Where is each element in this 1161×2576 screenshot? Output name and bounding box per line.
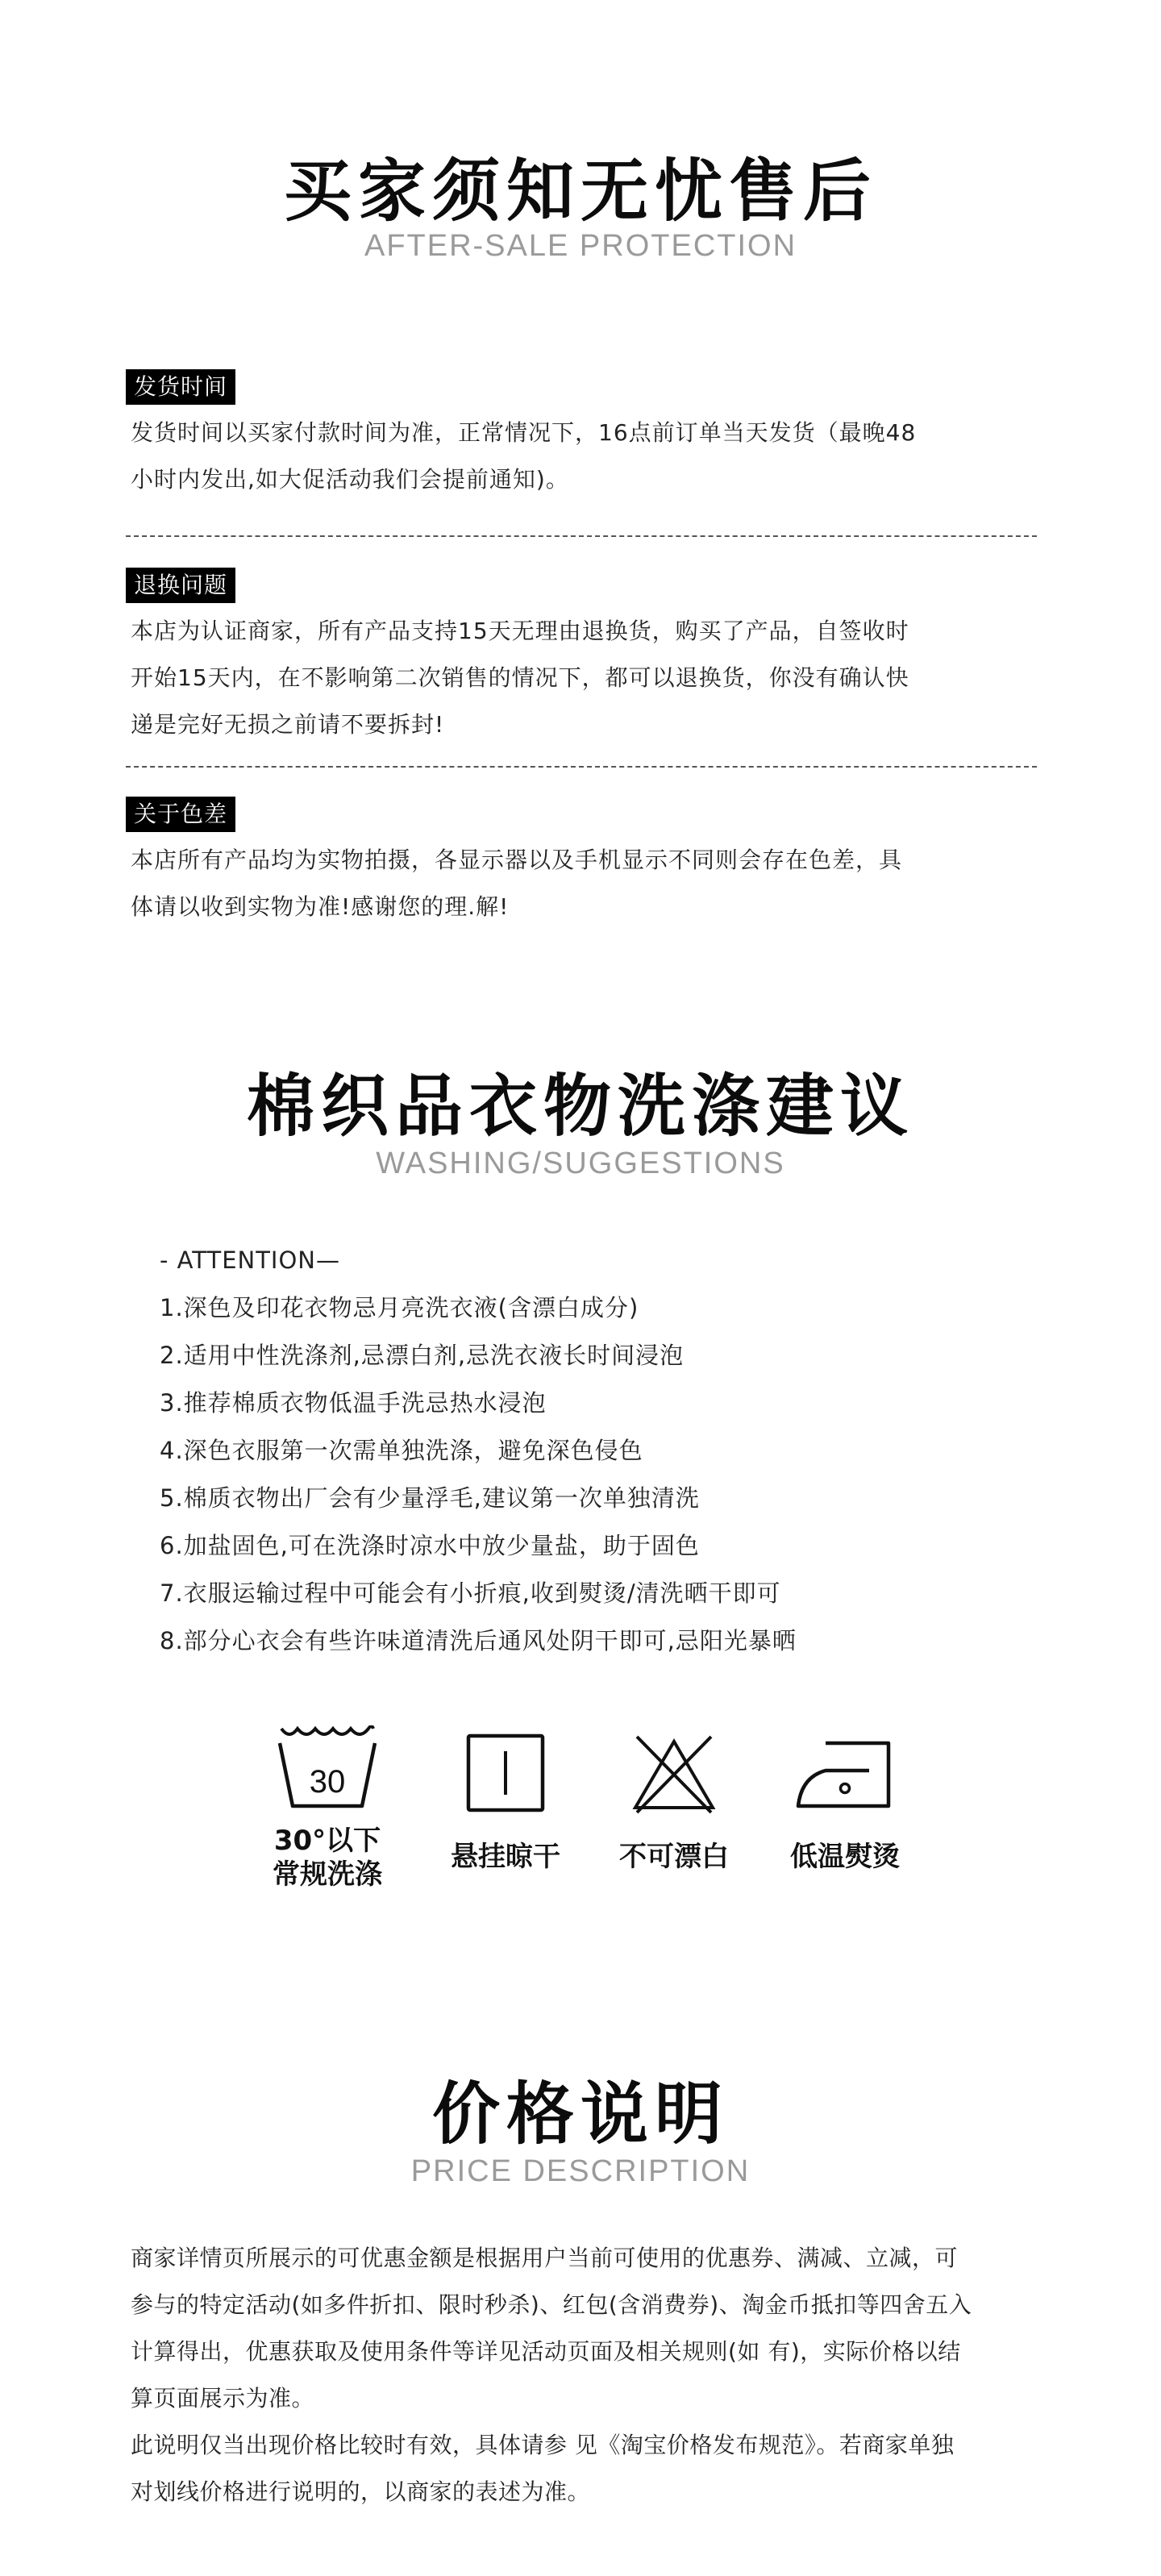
tag-color-difference: 关于色差: [126, 797, 235, 832]
color-difference-text: [131, 837, 1026, 930]
attention-heading: - ATTENTION—: [160, 1246, 340, 1274]
list-item: 8.部分心衣会有些许味道清洗后通风处阴干即可,忌阳光暴晒: [160, 1627, 797, 1654]
line-dry-icon: [466, 1733, 545, 1812]
shipping-time-text: [131, 410, 1026, 503]
washing-subtitle: WASHING/SUGGESTIONS: [376, 1147, 785, 1180]
text-line: 商家详情页所展示的可优惠金额是根据用户当前可使用的优惠券、满减、立减，可: [131, 2245, 959, 2271]
wash-temperature-number: 30: [309, 1764, 346, 1800]
after-sale-subtitle: AFTER-SALE PROTECTION: [364, 229, 797, 263]
washing-tips-list: [160, 1237, 797, 1665]
text-line: 本店为认证商家，所有产品支持15天无理由退换货，购买了产品，自签收时: [131, 618, 909, 644]
list-item: 1.深色及印花衣物忌月亮洗衣液(含漂白成分): [160, 1294, 639, 1321]
list-item: 3.推荐棉质衣物低温手洗忌热水浸泡: [160, 1389, 547, 1417]
care-label-line: 30°以下: [273, 1825, 381, 1857]
washing-title: 棉织品衣物洗涤建议: [246, 1067, 914, 1146]
tag-shipping-time: 发货时间: [126, 369, 235, 405]
text-line: 本店所有产品均为实物拍摄，各显示器以及手机显示不同则会存在色差，具: [131, 847, 903, 873]
list-item: 6.加盐固色,可在洗涤时凉水中放少量盐，助于固色: [160, 1532, 700, 1559]
text-line: 发货时间以买家付款时间为准，正常情况下，16点前订单当天发货（最晚48: [131, 419, 917, 446]
dashed-divider: [126, 535, 1037, 537]
line-dry-label: 悬挂晾干: [451, 1841, 560, 1873]
list-item: 7.衣服运输过程中可能会有小折痕,收到熨烫/清洗晒干即可: [160, 1579, 781, 1607]
list-item: 2.适用中性洗涤剂,忌漂白剂,忌洗衣液长时间浸泡: [160, 1342, 685, 1369]
iron-low-icon: [795, 1738, 895, 1811]
return-exchange-text: [131, 608, 1026, 748]
after-sale-title: 买家须知无忧售后: [283, 152, 877, 231]
text-line: 参与的特定活动(如多件折扣、限时秒杀)、红包(含消费券)、淘金币抵扣等四舍五入: [131, 2291, 972, 2318]
no-bleach-icon: [629, 1735, 719, 1814]
price-description-text: [131, 2235, 1042, 2516]
text-line: 此说明仅当出现价格比较时有效，具体请参 见《淘宝价格发布规范》。若商家单独: [131, 2432, 955, 2458]
text-line: 算页面展示为准。: [131, 2385, 315, 2412]
list-item: 5.棉质衣物出厂会有少量浮毛,建议第一次单独清洗: [160, 1484, 700, 1512]
price-subtitle: PRICE DESCRIPTION: [410, 2154, 751, 2188]
no-bleach-label: 不可漂白: [619, 1841, 729, 1873]
iron-low-label: 低温熨烫: [790, 1841, 900, 1873]
wash-30-icon: [278, 1725, 377, 1814]
text-line: 体请以收到实物为准!感谢您的理.解!: [131, 893, 510, 920]
dashed-divider: [126, 766, 1037, 768]
text-line: 开始15天内，在不影响第二次销售的情况下，都可以退换货，你没有确认快: [131, 664, 909, 691]
text-line: 递是完好无损之前请不要拆封!: [131, 711, 445, 738]
price-title: 价格说明: [431, 2075, 729, 2154]
text-line: 小时内发出,如大促活动我们会提前通知)。: [131, 466, 569, 493]
care-label-line: 常规洗涤: [273, 1858, 382, 1891]
text-line: 计算得出，优惠获取及使用条件等详见活动页面及相关规则(如 有)，实际价格以结: [131, 2338, 961, 2365]
list-item: 4.深色衣服第一次需单独洗涤，避免深色侵色: [160, 1437, 643, 1464]
wash-30-label: [247, 1824, 408, 1891]
text-line: 对划线价格进行说明的，以商家的表述为准。: [131, 2478, 591, 2505]
tag-return-exchange: 退换问题: [126, 568, 235, 603]
